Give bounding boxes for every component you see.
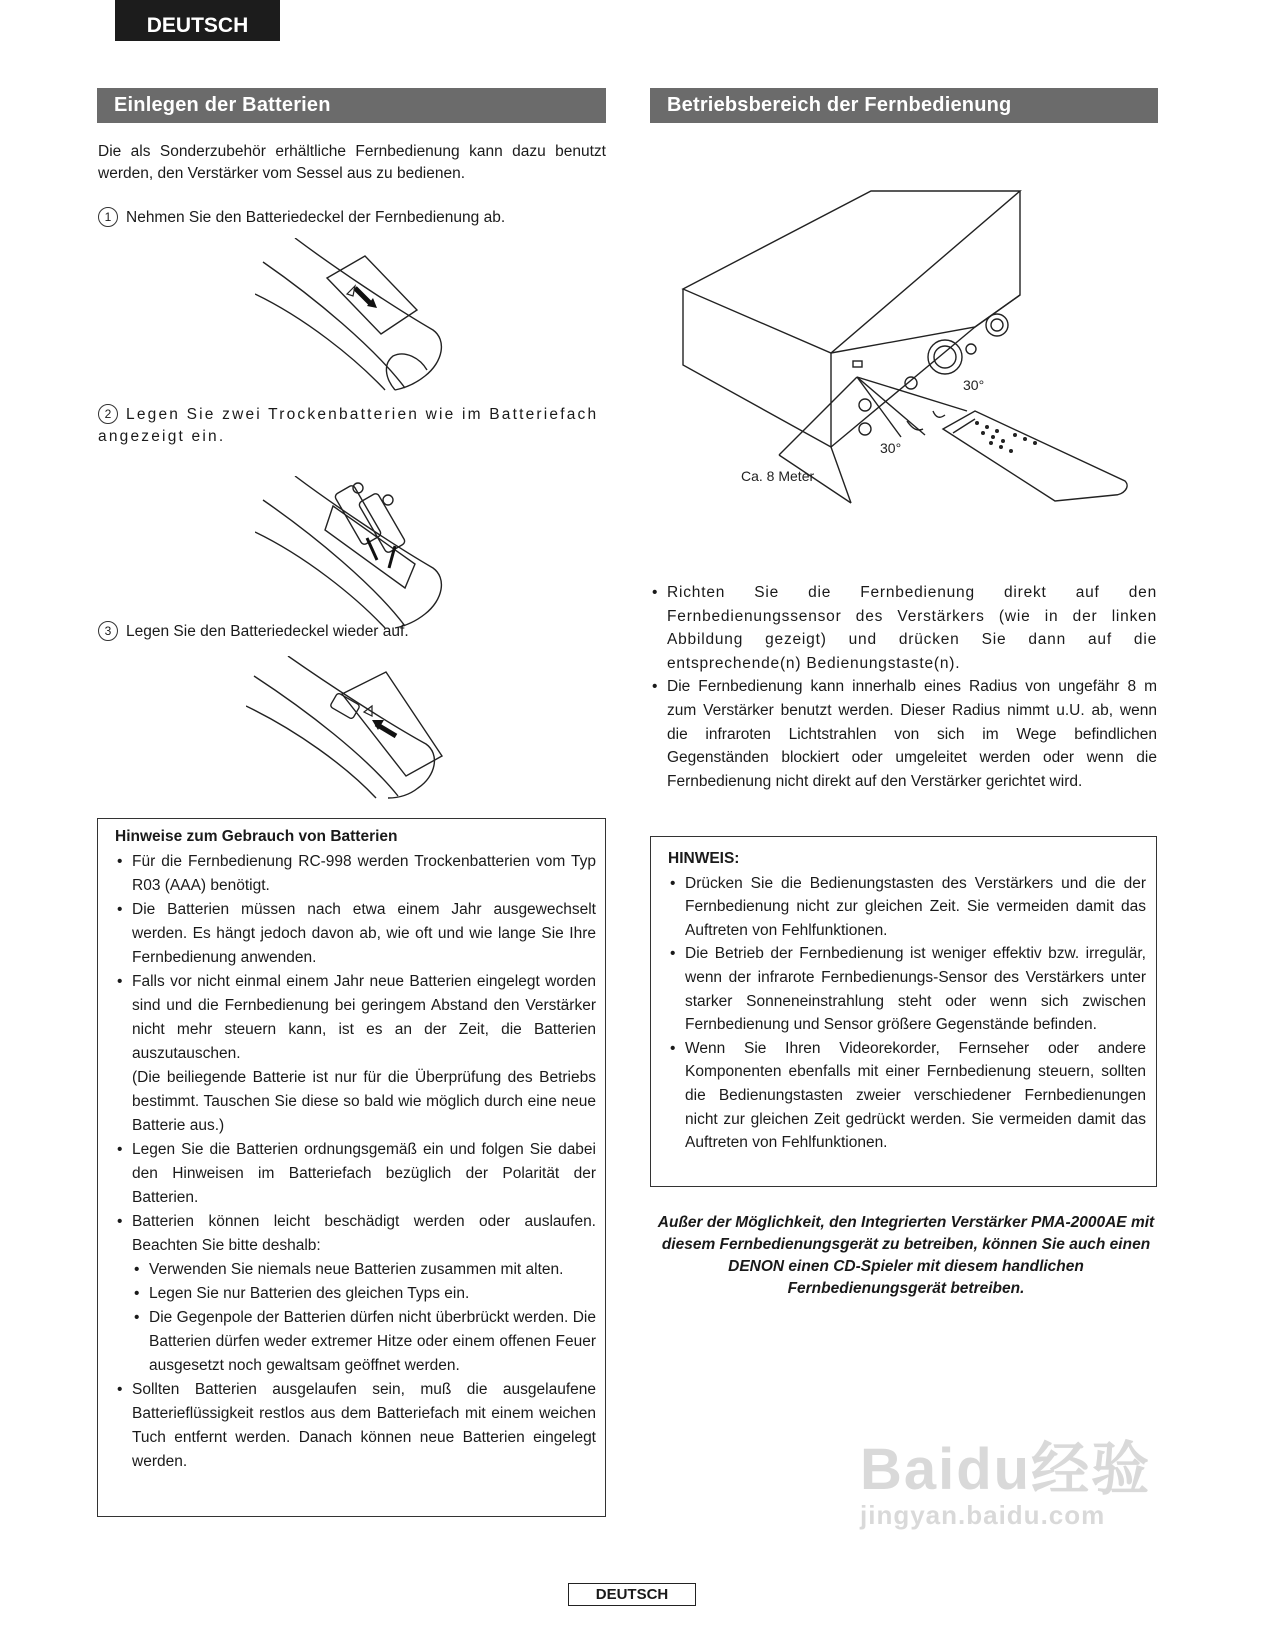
remote-usage-item: • Richten Sie die Fernbedienung direkt auf den Fernbedienungssensor des Verstärkers (wie in der linken Abbildung gezeigt) und drücken Sie dann auf die entsprechende(n) Bedienungstaste(n). xyxy=(650,581,1157,675)
remote-cover-reattach-illustration xyxy=(246,656,456,806)
watermark-url: jingyan.baidu.com xyxy=(860,1500,1106,1530)
battery-note-item: • Für die Fernbedienung RC-998 werden Trockenbatterien vom Typ R03 (AAA) benötigt. xyxy=(115,850,596,898)
battery-note-item xyxy=(115,1210,596,1378)
footer-language-label: DEUTSCH xyxy=(568,1583,696,1606)
hinweis-item: • Wenn Sie Ihren Videorekorder, Fernseher oder andere Komponenten ebenfalls mit einer Fernbedienung steuern, sollten die Bedienungstasten zweier verschiedener Fernbedienungen nicht zur gleichen Zeit gedrückt werden. Sie vermeiden damit das Auftreten von Fehlfunktionen. xyxy=(668,1037,1146,1155)
battery-note-text: Batterien können leicht beschädigt werden oder auslaufen. Beachten Sie bitte deshalb: xyxy=(132,1213,596,1254)
step-text: Legen Sie zwei Trockenbatterien wie im Batteriefach angezeigt ein. xyxy=(98,406,599,445)
remote-usage-item: • Die Fernbedienung kann innerhalb eines Radius von ungefähr 8 m zum Verstärker benutzt werden. Dieser Radius nimmt u.U. ab, wenn die infraroten Lichtstrahlen von sich im Wege befindlichen Gegenständen blockiert oder umgeleitet werden oder wenn die Fernbedienung nicht direkt auf den Verstärker gerichtet wird. xyxy=(650,675,1157,793)
section-title-batteries: Einlegen der Batterien xyxy=(97,88,606,123)
battery-note-item: • Sollten Batterien ausgelaufen sein, muß die ausgelaufene Batterieflüssigkeit restlos aus dem Batteriefach mit einem weichen Tuch entfernt werden. Danach können neue Batterien eingelegt werden. xyxy=(115,1378,596,1474)
angle-label-bottom: 30° xyxy=(880,440,902,456)
remote-cover-removal-illustration xyxy=(255,238,455,398)
language-tab: DEUTSCH xyxy=(115,0,280,41)
hinweis-box xyxy=(650,836,1157,1187)
remote-range-diagram xyxy=(675,185,1135,525)
battery-note-item: • Legen Sie die Batterien ordnungsgemäß ein und folgen Sie dabei den Hinweisen im Batteriefach bezüglich der Polarität der Batterien. xyxy=(115,1138,596,1210)
hinweis-title: HINWEIS: xyxy=(668,850,740,867)
step-1 xyxy=(98,207,606,229)
step-text: Legen Sie den Batteriedeckel wieder auf. xyxy=(126,623,409,640)
battery-insertion-illustration xyxy=(255,476,455,636)
hinweis-item: • Die Betrieb der Fernbedienung ist weniger effektiv bzw. irregulär, wenn der infrarote Fernbedienungs-Sensor des Verstärkers unter starker Sonneneinstrahlung steht oder wenn sich zwischen Fernbedienung und Sensor größere Gegenstände befinden. xyxy=(668,942,1146,1036)
distance-label: Ca. 8 Meter xyxy=(741,468,815,484)
step-text: Nehmen Sie den Batteriedeckel der Fernbedienung ab. xyxy=(126,209,506,226)
remote-usage-bullets xyxy=(650,581,1157,793)
battery-subnote-item: • Legen Sie nur Batterien des gleichen Typs ein. xyxy=(132,1282,596,1306)
section-title-remote-range: Betriebsbereich der Fernbedienung xyxy=(650,88,1158,123)
watermark-brand: Baidu经验 xyxy=(860,1437,1152,1502)
battery-subnote-item: • Verwenden Sie niemals neue Batterien zusammen mit alten. xyxy=(132,1258,596,1282)
battery-notes-box xyxy=(97,818,606,1517)
battery-note-text: (Die beiliegende Batterie ist nur für die Überprüfung des Betriebs bestimmt. Tauschen Sie diese so bald wie möglich durch eine neue Batterie aus.) xyxy=(132,1069,596,1134)
step-number: 3 xyxy=(98,621,118,641)
battery-subnote-item: • Die Gegenpole der Batterien dürfen nicht überbrückt werden. Die Batterien dürfen weder extremer Hitze oder einem offenen Feuer ausgesetzt noch gewaltsam geöffnet werden. xyxy=(132,1306,596,1378)
closing-note: Außer der Möglichkeit, den Integrierten Verstärker PMA-2000AE mit diesem Fernbedienungsgerät zu betreiben, können Sie auch einen DENON einen CD-Spieler mit diesem handlichen Fernbedienungsgerät betreiben. xyxy=(657,1214,1155,1297)
intro-text: Die als Sonderzubehör erhältliche Fernbedienung kann dazu benutzt werden, den Verstärker vom Sessel aus zu bedienen. xyxy=(98,143,606,182)
battery-note-item: • Die Batterien müssen nach etwa einem Jahr ausgewechselt werden. Es hängt jedoch davon ab, wie oft und wie lange Sie Ihre Fernbedienung anwenden. xyxy=(115,898,596,970)
step-number: 2 xyxy=(98,404,118,424)
angle-label-top: 30° xyxy=(963,377,985,393)
battery-note-item xyxy=(115,970,596,1138)
step-number: 1 xyxy=(98,207,118,227)
battery-note-text: Falls vor nicht einmal einem Jahr neue Batterien eingelegt worden sind und die Fernbedienung bei geringem Abstand den Verstärker nicht mehr steuern kann, ist es an der Zeit, die Batterien auszutauschen. xyxy=(132,973,596,1062)
battery-notes-title: Hinweise zum Gebrauch von Batterien xyxy=(115,828,398,845)
baidu-watermark xyxy=(860,1437,1152,1531)
step-2 xyxy=(98,404,606,448)
step-3 xyxy=(98,621,606,643)
hinweis-item: • Drücken Sie die Bedienungstasten des Verstärkers und die der Fernbedienung nicht zur gleichen Zeit. Sie vermeiden damit das Auftreten von Fehlfunktionen. xyxy=(668,872,1146,943)
